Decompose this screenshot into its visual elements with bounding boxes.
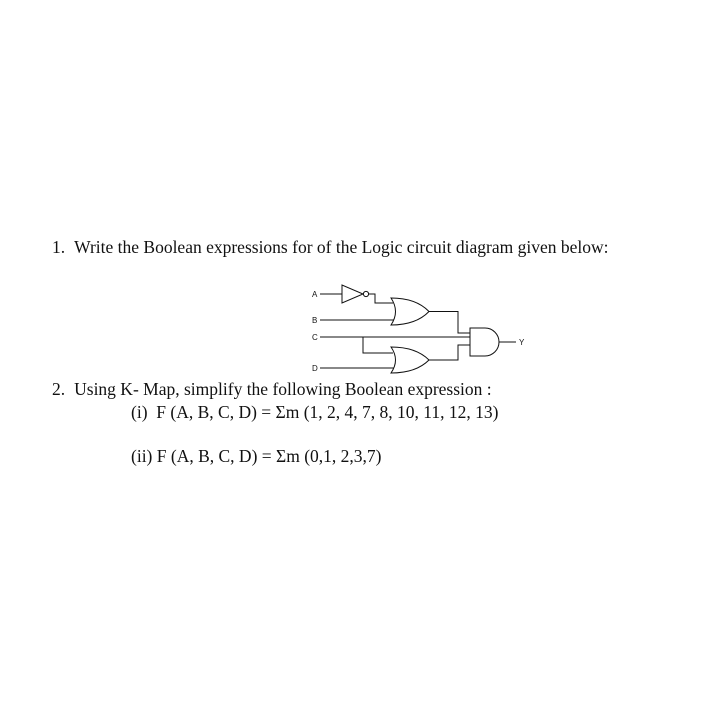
or-gate-2 bbox=[391, 347, 429, 373]
output-y-label: Y bbox=[519, 338, 525, 347]
wire-or1-to-and bbox=[429, 312, 473, 334]
part-i-label: (i) bbox=[131, 402, 148, 422]
wire-not-to-or1 bbox=[369, 294, 393, 303]
question-2-text: Using K- Map, simplify the following Boolean expression : bbox=[74, 379, 492, 399]
part-i-expression: F (A, B, C, D) = Σm (1, 2, 4, 7, 8, 10, 11, 12, 13) bbox=[156, 402, 499, 422]
input-a-label: A bbox=[312, 290, 318, 299]
part-ii-label: (ii) bbox=[131, 446, 153, 466]
question-1-number: 1. bbox=[52, 237, 66, 257]
question-2-number: 2. bbox=[52, 379, 66, 399]
question-1-text: Write the Boolean expressions for of the Logic circuit diagram given below: bbox=[74, 237, 609, 257]
input-d-label: D bbox=[312, 364, 318, 373]
not-gate-bubble bbox=[363, 291, 368, 296]
and-gate bbox=[470, 328, 499, 356]
question-2-part-i bbox=[131, 402, 498, 423]
question-1 bbox=[52, 237, 608, 258]
not-gate bbox=[342, 285, 363, 303]
question-2-part-ii bbox=[131, 446, 381, 467]
logic-circuit-diagram bbox=[300, 280, 540, 376]
wire-c-to-or2 bbox=[363, 337, 393, 353]
or-gate-1 bbox=[391, 298, 429, 325]
question-2 bbox=[52, 379, 492, 400]
wire-or2-to-and bbox=[429, 345, 473, 360]
input-c-label: C bbox=[312, 333, 318, 342]
input-b-label: B bbox=[312, 316, 318, 325]
part-ii-expression: F (A, B, C, D) = Σm (0,1, 2,3,7) bbox=[156, 446, 382, 466]
